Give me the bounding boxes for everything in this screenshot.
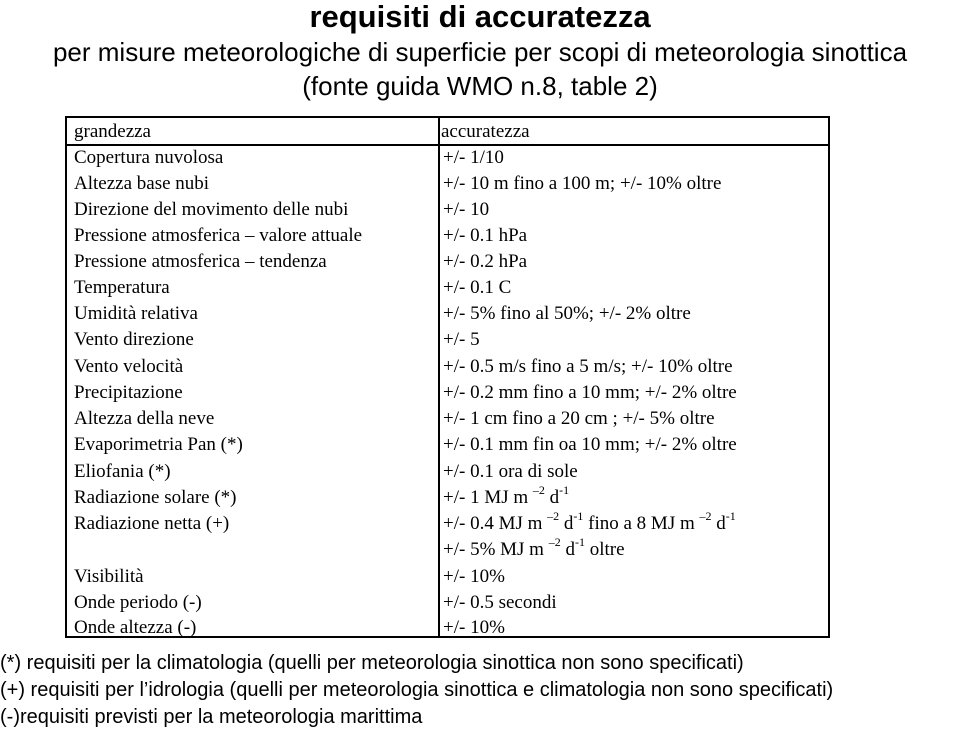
row-quantity: Onde altezza (-) [74, 617, 197, 638]
row-quantity: Copertura nuvolosa [74, 147, 224, 168]
row-quantity: Pressione atmosferica – valore attuale [74, 225, 363, 246]
exponent: -1 [574, 535, 585, 549]
row-accuracy: +/- 5% fino al 50%; +/- 2% oltre [443, 303, 691, 324]
row-quantity: Vento velocità [74, 356, 184, 377]
row-quantity: Altezza della neve [74, 408, 215, 429]
row-quantity: Radiazione netta (+) [74, 513, 230, 534]
footnote-hydrology: (+) requisiti per l’idrologia (quelli per meteorologia sinottica e climatologia non sono specificati) [0, 679, 834, 701]
column-header-accuracy: accuratezza [441, 121, 530, 142]
page-title: requisiti di accuratezza [309, 0, 651, 34]
exponent: –2 [547, 509, 560, 523]
row-quantity: Visibilità [74, 566, 144, 587]
row-accuracy: +/- 1/10 [443, 147, 504, 168]
exponent: –2 [532, 483, 545, 497]
row-accuracy: +/- 0.1 hPa [443, 225, 528, 246]
accuracy-part: d [559, 513, 574, 534]
row-quantity: Direzione del movimento delle nubi [74, 199, 349, 220]
row-accuracy: +/- 0.5 secondi [443, 592, 557, 613]
row-accuracy: +/- 0.2 hPa [443, 251, 528, 272]
row-accuracy: +/- 0.5 m/s fino a 5 m/s; +/- 10% oltre [443, 356, 733, 377]
accuracy-part: d [560, 539, 575, 560]
row-quantity: Umidità relativa [74, 303, 198, 324]
row-accuracy: +/- 0.2 mm fino a 10 mm; +/- 2% oltre [443, 382, 737, 403]
exponent: -1 [573, 509, 584, 523]
footnote-climatology: (*) requisiti per la climatologia (quelli per meteorologia sinottica non sono specificati) [0, 652, 744, 674]
row-accuracy: +/- 10% [443, 566, 505, 587]
page-source: (fonte guida WMO n.8, table 2) [302, 71, 658, 101]
row-quantity: Eliofania (*) [74, 461, 171, 482]
exponent: -1 [725, 509, 736, 523]
exponent: –2 [699, 509, 712, 523]
row-accuracy: +/- 1 cm fino a 20 cm ; +/- 5% oltre [443, 408, 715, 429]
title-block [0, 0, 960, 103]
row-accuracy-continued [443, 535, 625, 561]
column-header-quantity: grandezza [74, 121, 151, 142]
row-accuracy: +/- 0.1 C [443, 277, 512, 298]
row-quantity: Pressione atmosferica – tendenza [74, 251, 327, 272]
row-quantity: Temperatura [74, 277, 170, 298]
row-accuracy: +/- 0.1 mm fin oa 10 mm; +/- 2% oltre [443, 434, 737, 455]
footnote-marine: (-)requisiti previsti per la meteorologia marittima [0, 706, 423, 728]
footnotes [0, 650, 960, 731]
page-subtitle: per misure meteorologiche di superficie per scopi di meteorologia sinottica [52, 37, 908, 67]
row-accuracy: +/- 5 [443, 329, 480, 350]
accuracy-part: +/- 1 MJ m [443, 487, 533, 508]
accuracy-part: +/- 5% MJ m [443, 539, 549, 560]
row-quantity: Onde periodo (-) [74, 592, 202, 613]
exponent: –2 [548, 535, 561, 549]
row-accuracy: +/- 10 [443, 199, 490, 220]
column-divider [438, 118, 440, 636]
accuracy-part: d [544, 487, 560, 508]
accuracy-table [65, 116, 830, 638]
row-accuracy [443, 483, 570, 509]
row-accuracy: +/- 10 m fino a 100 m; +/- 10% oltre [443, 173, 722, 194]
row-quantity: Radiazione solare (*) [74, 487, 237, 508]
row-quantity: Vento direzione [74, 329, 194, 350]
exponent: -1 [559, 483, 570, 497]
row-quantity: Altezza base nubi [74, 173, 210, 194]
accuracy-part: +/- 0.4 MJ m [443, 513, 548, 534]
row-quantity: Precipitazione [74, 382, 183, 403]
accuracy-part: fino a 8 MJ m [583, 513, 700, 534]
row-accuracy [443, 509, 736, 535]
row-accuracy: +/- 10% [443, 617, 505, 638]
accuracy-part: d [711, 513, 726, 534]
row-quantity: Evaporimetria Pan (*) [74, 434, 243, 455]
accuracy-part: oltre [584, 539, 625, 560]
header-divider [67, 144, 828, 146]
row-accuracy: +/- 0.1 ora di sole [443, 461, 578, 482]
